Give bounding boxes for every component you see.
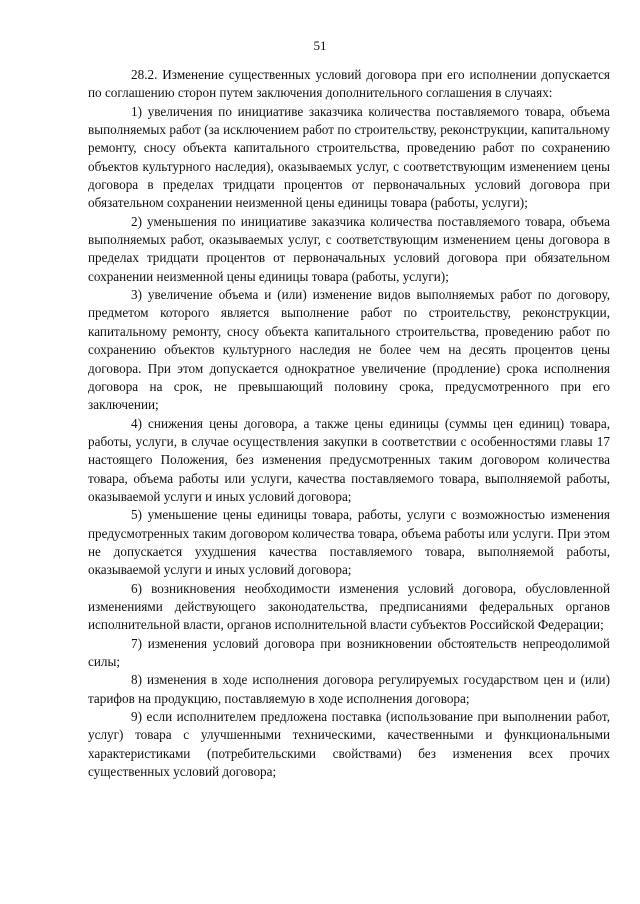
clause-item-2: 2) уменьшения по инициативе заказчика количества поставляемого товара, объема выполняемых работ, оказываемых услуг, с соответствующим изменением цены договора в пределах тридцати процентов от первоначальных условий договора при обязательном сохранении неизменной цены единицы товара (работы, услуги); (88, 213, 610, 284)
clause-item-5: 5) уменьшение цены единицы товара, работы, услуги с возможностью изменения предусмотренных таким договором количества товара, объема работы или услуги. При этом не допускается ухудшения качества поставляемого товара, выполняемой работы, оказываемой услуги и иных условий договора; (88, 507, 610, 578)
clause-item-1: 1) увеличения по инициативе заказчика количества поставляемого товара, объема выполняемых работ (за исключением работ по строительству, реконструкции, капитальному ремонту, сносу объекта капитального строительства, проведению работ по сохранению объектов культурного наследия), оказываемых услуг, с соответствующим изменением цены договора в пределах тридцати процентов от первоначальных условий договора при обязательном сохранении неизменной цены единицы товара (работы, услуги); (88, 103, 610, 211)
clause-item-3: 3) увеличение объема и (или) изменение видов выполняемых работ по договору, предметом которого является выполнение работ по строительству, реконструкции, капитальному ремонту, сносу объекта капитального строительства, проведению работ по сохранению объектов культурного наследия не более чем на десять процентов цены договора. При этом допускается однократное увеличение (продление) срока исполнения договора на срок, не превышающий половину срока, предусмотренного при его заключении; (88, 287, 610, 413)
clause-intro: 28.2. Изменение существенных условий договора при его исполнении допускается по соглашению сторон путем заключения дополнительного соглашения в случаях: (88, 67, 610, 101)
clause-item-9: 9) если исполнителем предложена поставка (использование при выполнении работ, услуг) товара с улучшенными техническими, качественными и функциональными характеристиками (потребительскими свойствами) без изменения всех прочих существенных условий договора; (88, 709, 610, 780)
clause-28-2 (88, 66, 610, 781)
clause-item-8: 8) изменения в ходе исполнения договора регулируемых государством цен и (или) тарифов на продукцию, поставляемую в ходе исполнения договора; (88, 672, 610, 706)
page-number: 51 (313, 38, 327, 53)
clause-item-7: 7) изменения условий договора при возникновении обстоятельств непреодолимой силы; (88, 635, 610, 669)
clause-item-4: 4) снижения цены договора, а также цены единицы (суммы цен единиц) товара, работы, услуги, в случае осуществления закупки в соответствии с особенностями главы 17 настоящего Положения, без изменения предусмотренных таким договором количества товара, объема работы или услуги, качества поставляемого товара, выполняемой работы, оказываемой услуги и иных условий договора; (88, 415, 610, 504)
clause-item-6: 6) возникновения необходимости изменения условий договора, обусловленной изменениями действующего законодательства, предписаниями федеральных органов исполнительной власти, органов исполнительной власти субъектов Российской Федерации; (88, 580, 610, 633)
